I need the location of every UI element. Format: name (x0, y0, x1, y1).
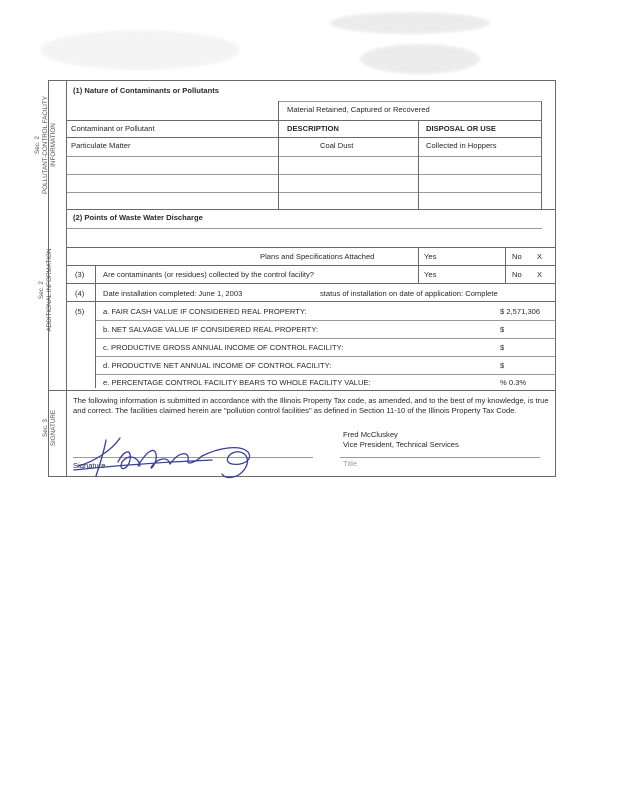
item-4-number: (4) (75, 289, 85, 298)
table-column-rule (418, 120, 419, 209)
plans-no-checkmark: X (537, 252, 543, 261)
table-rule (67, 137, 542, 138)
table-rule (67, 247, 555, 248)
section-b-heading: (2) Points of Waste Water Discharge (73, 213, 203, 222)
item-5e-label: e. PERCENTAGE CONTROL FACILITY BEARS TO WHOLE FACILITY VALUE: (103, 378, 371, 387)
table-rule (96, 356, 555, 357)
table-rule (67, 174, 542, 175)
title-line (340, 457, 540, 458)
col-contaminant-header: Contaminant or Pollutant (71, 124, 155, 133)
table-column-rule (418, 265, 419, 283)
table-rule (278, 101, 542, 102)
signature-label: Signature (73, 461, 106, 470)
item-3-yes: Yes (424, 270, 437, 279)
item-3-checkmark: X (537, 270, 543, 279)
plans-no: No (512, 252, 522, 261)
table-rule (67, 120, 542, 121)
table-rule (96, 374, 555, 375)
table-rule (67, 209, 555, 210)
item-5c-value: $ (500, 343, 505, 352)
table-rule (67, 301, 555, 302)
item-4-status: status of installation on date of application: Complete (320, 289, 498, 298)
material-retained-heading: Material Retained, Captured or Recovered (287, 105, 430, 114)
scan-smudge (330, 12, 490, 34)
row1-disposal: Collected in Hoppers (426, 141, 497, 150)
item-3-question: Are contaminants (or residues) collected by the control facility? (103, 270, 315, 279)
table-rule (67, 192, 542, 193)
section-a-side-label: Sec. 2 POLLUTANT-CONTROL FACILITY INFORMATION (34, 96, 57, 194)
item-3-number: (3) (75, 270, 85, 279)
title-label: Title (343, 459, 358, 468)
col-disposal-header: DISPOSAL OR USE (426, 124, 496, 133)
table-rule (67, 265, 555, 266)
plans-yes: Yes (424, 252, 437, 261)
table-column-rule (541, 101, 542, 209)
item-5b-label: b. NET SALVAGE VALUE IF CONSIDERED REAL PROPERTY: (103, 325, 319, 334)
item-5b-value: $ (500, 325, 505, 334)
section-c-side-label: Sec. 3 SIGNATURE (42, 409, 57, 447)
table-rule (67, 156, 542, 157)
section-a-heading: (1) Nature of Contaminants or Pollutants (73, 86, 219, 95)
item-5e-value: % 0.3% (500, 378, 527, 387)
signer-title: Vice President, Technical Services (343, 440, 459, 449)
item-4-date-completed: Date installation completed: June 1, 2003 (103, 289, 243, 298)
item-5c-label: c. PRODUCTIVE GROSS ANNUAL INCOME OF CONTROL FACILITY: (103, 343, 344, 352)
item-5-number: (5) (75, 307, 85, 316)
item-5d-value: $ (500, 361, 505, 370)
table-rule (67, 283, 555, 284)
table-column-rule (278, 101, 279, 209)
form-top-border (48, 80, 556, 81)
section-b-side-label: Sec. 2 ADDITIONAL INFORMATION (38, 248, 53, 332)
table-rule (67, 228, 542, 229)
table-rule (96, 320, 555, 321)
row1-description: Coal Dust (320, 141, 354, 150)
table-rule (96, 338, 555, 339)
handwritten-signature (72, 432, 272, 486)
item-5d-label: d. PRODUCTIVE NET ANNUAL INCOME OF CONTROL FACILITY: (103, 361, 332, 370)
plans-label: Plans and Specifications Attached (260, 252, 375, 261)
item-3-no: No (512, 270, 522, 279)
item-5a-label: a. FAIR CASH VALUE IF CONSIDERED REAL PROPERTY: (103, 307, 307, 316)
scan-smudge (40, 30, 240, 70)
certification-statement: The following information is submitted in accordance with the Illinois Property Tax code, as amended, and to the best of my knowledge, is true and correct. The facilities claimed herein are "pollution control facilities" as defined in Section 11-10 of the Illinois Property Tax Code. (73, 396, 549, 415)
signer-name: Fred McCluskey (343, 430, 398, 439)
form-right-border (555, 80, 556, 477)
side-column-divider (66, 80, 67, 477)
row1-contaminant: Particulate Matter (71, 141, 131, 150)
item-5a-value: $ 2,571,306 (500, 307, 541, 316)
col-description-header: DESCRIPTION (287, 124, 339, 133)
table-column-rule (418, 247, 419, 265)
scan-smudge (360, 44, 480, 74)
section-divider (48, 390, 556, 391)
